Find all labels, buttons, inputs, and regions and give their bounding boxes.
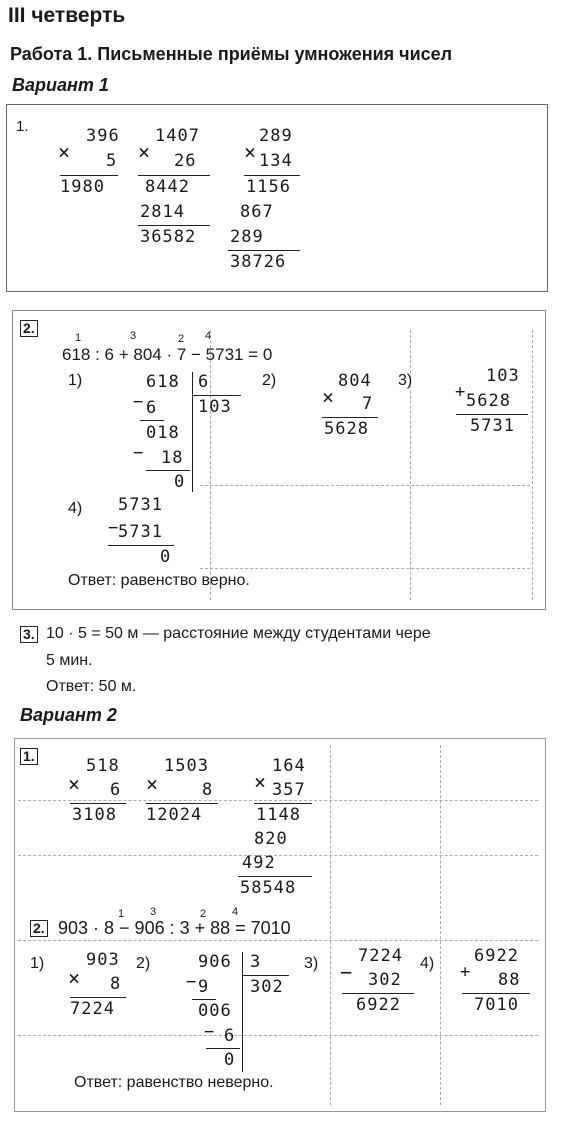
variant2-label: Вариант 2 (20, 705, 117, 725)
partial-product: 289 (230, 227, 264, 247)
addend-b: 88 (498, 970, 521, 990)
answer-text: Ответ: 50 м. (46, 678, 137, 695)
multiply-sign: × (68, 966, 82, 990)
minus-sign: − (133, 392, 145, 412)
result-line (70, 803, 126, 804)
subtrahend: 6 (146, 398, 158, 418)
subtract-line (146, 470, 190, 471)
factor-b: 5 (106, 151, 118, 171)
result-line (342, 993, 414, 994)
expression: 903 · 8 − 906 : 3 + 88 = 7010 (58, 918, 291, 938)
factor-a: 518 (86, 756, 120, 776)
expression: 618 : 6 + 804 · 7 − 5731 = 0 (62, 345, 273, 364)
step-label: 1) (68, 372, 83, 389)
solution-line: 10 · 5 = 50 м — расстояние между студентами чере (46, 625, 431, 642)
factor-b: 7 (362, 394, 374, 414)
product: 3108 (72, 805, 117, 825)
result-line (146, 803, 218, 804)
multiply-sign: × (254, 770, 268, 794)
multiply-sign: × (322, 385, 336, 409)
order-mark: 4 (232, 906, 239, 918)
grid-line (532, 330, 533, 600)
factor-a: 289 (259, 126, 293, 146)
addend-a: 6922 (474, 946, 519, 966)
order-mark: 2 (178, 333, 185, 345)
subtrahend: 18 (161, 448, 184, 468)
solution-line: 5 мин. (46, 652, 93, 669)
step-label: 3) (398, 372, 413, 389)
addend-a: 103 (486, 366, 520, 386)
grid-line (18, 855, 538, 856)
quotient-line (193, 395, 241, 396)
v2-task2-number: 2. (30, 920, 48, 937)
divisor: 3 (250, 952, 262, 972)
v2-task1-number: 1. (20, 748, 38, 765)
remainder-line: 018 (146, 423, 180, 443)
factor-b: 134 (259, 151, 293, 171)
multiply-sign: × (146, 772, 160, 796)
partial-product: 1156 (246, 177, 291, 197)
product: 36582 (140, 227, 197, 247)
result-line (138, 175, 210, 176)
minus-sign: − (186, 972, 198, 992)
minuend: 5731 (118, 495, 163, 515)
grid-line (18, 940, 538, 941)
result-line (70, 997, 126, 998)
result-line (108, 545, 174, 546)
remainder: 0 (174, 472, 186, 492)
partial-product: 820 (254, 829, 288, 849)
partial-product: 867 (240, 202, 274, 222)
factor-b: 26 (174, 151, 197, 171)
remainder: 0 (224, 1050, 236, 1070)
factor-b: 6 (110, 780, 122, 800)
division-bar (242, 952, 243, 1072)
division-bar (192, 372, 193, 492)
grid-line (200, 485, 530, 486)
multiply-sign: × (138, 140, 152, 164)
result-line (462, 993, 530, 994)
divisor: 6 (198, 372, 210, 392)
result-line (60, 175, 118, 176)
minus-sign: − (204, 1022, 216, 1042)
multiply-sign: × (68, 772, 82, 796)
grid-line (200, 568, 530, 569)
grid-line (210, 330, 211, 600)
order-mark: 2 (200, 908, 207, 920)
work-title: Работа 1. Письменные приёмы умножения чисел (10, 44, 453, 64)
plus-sign: + (455, 382, 467, 402)
step-label: 4) (68, 500, 83, 517)
product: 58548 (240, 878, 297, 898)
multiply-sign: × (58, 140, 72, 164)
grid-line (330, 745, 331, 1105)
minus-sign: − (108, 518, 120, 538)
order-mark: 4 (205, 330, 212, 342)
subtract-line (206, 1048, 240, 1049)
factor-a: 1407 (155, 126, 200, 146)
grid-line (18, 1035, 538, 1036)
minus-sign: − (340, 960, 354, 984)
order-mark: 3 (150, 906, 157, 918)
factor-a: 903 (86, 950, 120, 970)
product: 5628 (324, 419, 369, 439)
subtract-line (140, 420, 164, 421)
step-label: 2) (262, 372, 277, 389)
partial-product: 8442 (145, 177, 190, 197)
result-line (228, 250, 300, 251)
sum: 5731 (470, 416, 515, 436)
quotient-line (243, 975, 289, 976)
factor-a: 804 (338, 371, 372, 391)
addend-b: 5628 (466, 391, 511, 411)
dividend: 906 (198, 952, 232, 972)
dividend: 618 (146, 372, 180, 392)
subtrahend: 5731 (118, 522, 163, 542)
quotient: 302 (250, 977, 284, 997)
result-line (138, 225, 210, 226)
v1-task1-number: 1. (16, 118, 29, 135)
variant1-label: Вариант 1 (12, 75, 109, 95)
step-label: 4) (420, 955, 435, 972)
difference: 6922 (356, 995, 401, 1015)
answer-text: Ответ: равенство верно. (68, 572, 250, 589)
subtrahend: 6 (224, 1026, 236, 1046)
factor-b: 8 (202, 780, 214, 800)
sum: 7010 (474, 995, 519, 1015)
factor-a: 396 (86, 126, 120, 146)
result-line (456, 414, 528, 415)
result-line (244, 175, 300, 176)
partial-product: 1148 (256, 805, 301, 825)
v1-task2-number: 2. (20, 320, 38, 337)
grid-line (440, 745, 441, 1105)
partial-product: 2814 (140, 202, 185, 222)
quotient: 103 (198, 397, 232, 417)
remainder-line: 006 (198, 1001, 232, 1021)
partial-product: 492 (242, 853, 276, 873)
step-label: 2) (136, 955, 151, 972)
factor-a: 1503 (164, 756, 209, 776)
step-label: 3) (304, 955, 319, 972)
result-line (238, 876, 312, 877)
step-label: 1) (30, 955, 45, 972)
order-mark: 3 (130, 330, 137, 342)
answer-text: Ответ: равенство неверно. (74, 1074, 274, 1091)
plus-sign: + (460, 962, 472, 982)
section-title: III четверть (8, 4, 126, 27)
multiply-sign: × (244, 140, 258, 164)
minus-sign: − (133, 443, 145, 463)
v1-task3-number: 3. (20, 626, 38, 643)
difference: 0 (160, 547, 172, 567)
result-line (322, 417, 378, 418)
subtrahend: 302 (368, 970, 402, 990)
minuend: 7224 (358, 946, 403, 966)
product: 7224 (70, 999, 115, 1019)
subtrahend: 9 (198, 977, 210, 997)
grid-line (18, 800, 538, 801)
factor-b: 357 (272, 780, 306, 800)
product: 38726 (230, 252, 287, 272)
grid-line (410, 330, 411, 600)
result-line (254, 803, 312, 804)
order-mark: 1 (75, 332, 82, 344)
factor-a: 164 (272, 756, 306, 776)
factor-b: 8 (110, 974, 122, 994)
product: 12024 (146, 805, 203, 825)
subtract-line (192, 999, 216, 1000)
order-mark: 1 (118, 908, 125, 920)
product: 1980 (60, 177, 105, 197)
